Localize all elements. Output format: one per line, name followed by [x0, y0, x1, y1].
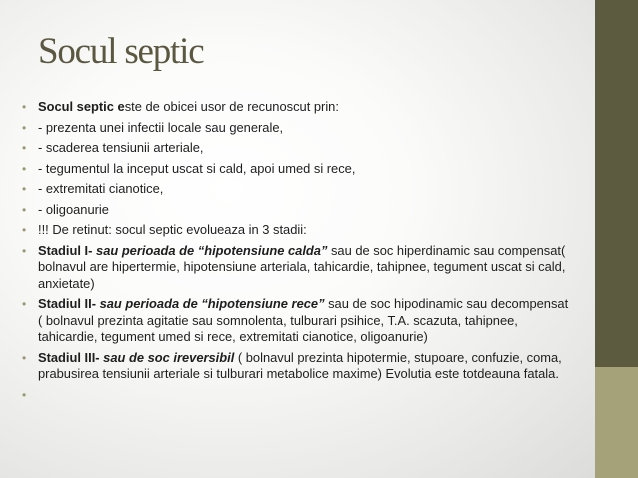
stage-3-emphasis: sau de soc ireversibil	[99, 349, 235, 365]
bullet-dot-icon: •	[22, 350, 27, 365]
stage-2-description: sau de soc hipodinamic sau decompensat ( bolnavul prezinta agitatie sau somnolenta, tulburari psihice, T.A. scazuta, tahipnee, tahicardie, tegument umed si rece, extremitati cianotice, oligoanurie)	[38, 296, 569, 344]
bullet-item	[22, 181, 570, 198]
bullet-item	[22, 99, 570, 116]
bullet-bold-text: Socul septic e	[38, 99, 125, 114]
bullet-dot-icon: •	[22, 182, 27, 196]
stage-3-label: Stadiul III-	[38, 349, 100, 365]
bullet-text: - prezenta unei infectii locale sau generale,	[38, 119, 284, 135]
bullet-dot-icon: •	[22, 297, 27, 311]
stage-2-emphasis: sau perioada de “hipotensiune rece”	[96, 296, 325, 311]
bullet-text: !!! De retinut: socul septic evolueaza in 3 stadii:	[38, 222, 307, 237]
bullet-dot-icon: •	[22, 141, 27, 155]
bullet-dot-icon: •	[22, 223, 27, 237]
bullet-dot-icon: •	[22, 202, 27, 217]
bullet-text: ste de obicei usor de recunoscut prin:	[124, 99, 339, 114]
bullet-item	[22, 243, 570, 293]
bullet-list	[22, 99, 570, 407]
bullet-item	[22, 140, 570, 157]
bullet-item	[22, 222, 570, 239]
bullet-item	[22, 296, 570, 346]
side-accent-bar-light	[595, 367, 638, 478]
bullet-item	[22, 120, 570, 137]
bullet-item	[22, 161, 570, 178]
stage-1-emphasis: sau perioada de “hipotensiune calda”	[92, 242, 328, 258]
bullet-dot-icon: •	[22, 243, 27, 258]
stage-1-label: Stadiul I-	[38, 242, 93, 258]
bullet-text: - tegumentul la inceput uscat si cald, apoi umed si rece,	[38, 160, 356, 176]
stage-1-description: sau de soc hiperdinamic sau compensat( bolnavul are hipertermie, hipotensiune arteriala, tahicardie, tahipnee, tegument uscat si cald, anxietate)	[38, 242, 566, 291]
bullet-item	[22, 202, 570, 219]
bullet-dot-icon: •	[22, 120, 27, 135]
bullet-dot-icon: •	[22, 161, 27, 176]
bullet-dot-icon: •	[22, 100, 27, 114]
bullet-dot-icon: •	[22, 387, 27, 402]
bullet-text: - scaderea tensiunii arteriale,	[38, 140, 204, 155]
stage-2-label: Stadiul II-	[38, 296, 97, 311]
bullet-text: - oligoanurie	[38, 201, 109, 217]
bullet-item-empty	[22, 387, 570, 404]
stage-3-description: ( bolnavul prezinta hipotermie, stupoare, confuzie, coma, prabusirea tensiunii arteriale si tulburari metabolice maxime) Evolutia este totdeauna fatala.	[38, 349, 562, 381]
side-accent-bar-dark	[595, 0, 638, 367]
slide-title: Socul septic	[38, 31, 204, 72]
bullet-item	[22, 350, 570, 383]
bullet-text: - extremitati cianotice,	[38, 181, 164, 196]
